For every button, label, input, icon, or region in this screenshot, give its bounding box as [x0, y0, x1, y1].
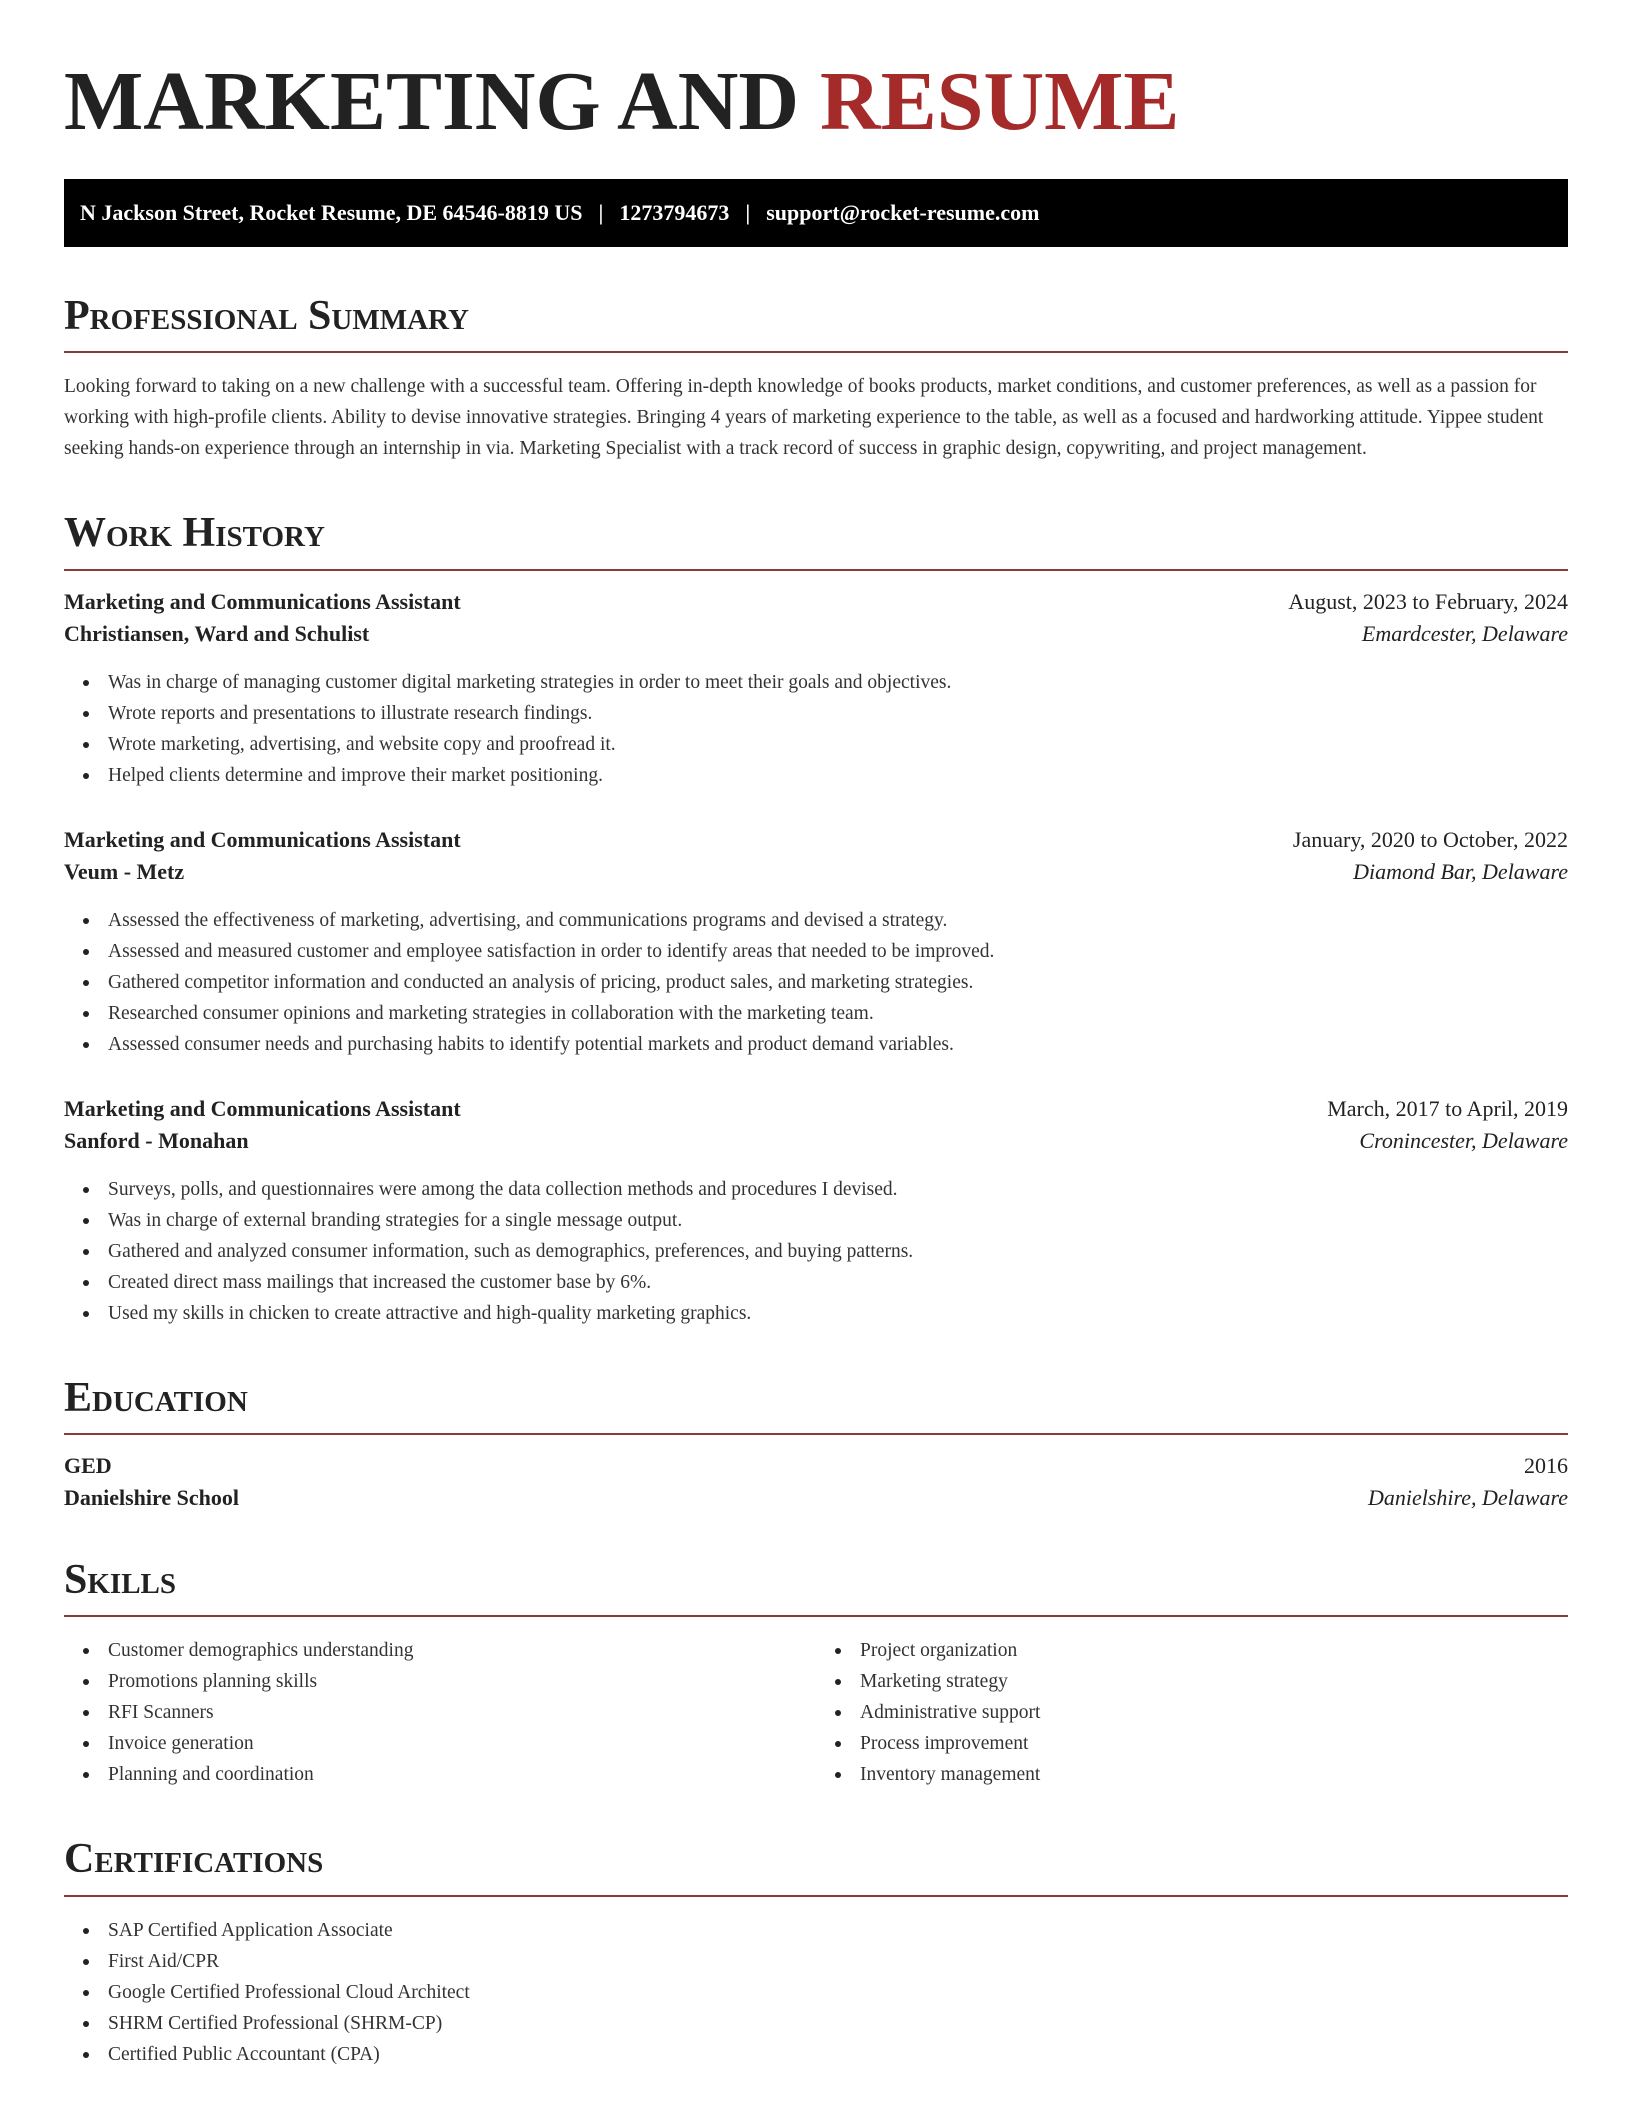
education-year: 2016 — [1524, 1452, 1568, 1478]
list-item: SAP Certified Application Associate — [108, 1915, 1568, 1946]
list-item: Google Certified Professional Cloud Architect — [108, 1977, 1568, 2008]
section-education — [64, 1373, 1568, 1511]
certifications-list — [64, 1915, 1568, 2070]
section-work-history — [64, 508, 1568, 1328]
section-summary — [64, 291, 1568, 464]
list-item: Used my skills in chicken to create attractive and high-quality marketing graphics. — [108, 1298, 1568, 1329]
list-item: Customer demographics understanding — [108, 1635, 816, 1666]
contact-address: N Jackson Street, Rocket Resume, DE 64546-8819 US — [80, 199, 583, 225]
list-item: Administrative support — [860, 1697, 1568, 1728]
job-company: Sanford - Monahan — [64, 1127, 249, 1153]
section-heading: Certifications — [64, 1834, 1568, 1896]
list-item: Gathered and analyzed consumer information, such as demographics, preferences, and buying patterns. — [108, 1236, 1568, 1267]
job-dates: January, 2020 to October, 2022 — [1292, 826, 1568, 852]
list-item: Planning and coordination — [108, 1759, 816, 1790]
list-item: Created direct mass mailings that increased the customer base by 6%. — [108, 1267, 1568, 1298]
job-title: Marketing and Communications Assistant — [64, 826, 461, 852]
list-item: Assessed and measured customer and employee satisfaction in order to identify areas that needed to be improved. — [108, 936, 1568, 967]
list-item: Marketing strategy — [860, 1666, 1568, 1697]
contact-separator: | — [745, 199, 751, 225]
list-item: Wrote reports and presentations to illustrate research findings. — [108, 698, 1568, 729]
list-item: Surveys, polls, and questionnaires were among the data collection methods and procedures I devised. — [108, 1174, 1568, 1205]
list-item: Was in charge of external branding strategies for a single message output. — [108, 1205, 1568, 1236]
list-item: Inventory management — [860, 1759, 1568, 1790]
list-item: Was in charge of managing customer digital marketing strategies in order to meet their goals and objectives. — [108, 667, 1568, 698]
job-company: Veum - Metz — [64, 858, 185, 884]
contact-phone: 1273794673 — [619, 199, 730, 225]
section-skills — [64, 1555, 1568, 1790]
job-location: Cronincester, Delaware — [1359, 1127, 1568, 1153]
list-item: Project organization — [860, 1635, 1568, 1666]
education-school: Danielshire School — [64, 1484, 240, 1510]
section-heading: Work History — [64, 508, 1568, 570]
title-main: MARKETING AND — [64, 55, 821, 148]
job-title: Marketing and Communications Assistant — [64, 588, 461, 614]
job-title: Marketing and Communications Assistant — [64, 1095, 461, 1121]
list-item: Wrote marketing, advertising, and website copy and proofread it. — [108, 729, 1568, 760]
section-heading: Professional Summary — [64, 291, 1568, 353]
job-company: Christiansen, Ward and Schulist — [64, 620, 370, 646]
job-dates: March, 2017 to April, 2019 — [1327, 1095, 1568, 1121]
skills-columns — [64, 1635, 1568, 1790]
job-entry — [64, 827, 1568, 1060]
section-heading: Skills — [64, 1555, 1568, 1617]
list-item: Assessed the effectiveness of marketing, advertising, and communications programs and devised a strategy. — [108, 905, 1568, 936]
section-heading: Education — [64, 1373, 1568, 1435]
list-item: Invoice generation — [108, 1728, 816, 1759]
list-item: Certified Public Accountant (CPA) — [108, 2039, 1568, 2070]
contact-separator: | — [598, 199, 604, 225]
skills-list-right — [816, 1635, 1568, 1790]
job-bullets — [64, 667, 1568, 791]
education-location: Danielshire, Delaware — [1367, 1484, 1568, 1510]
education-degree: GED — [64, 1452, 112, 1478]
list-item: RFI Scanners — [108, 1697, 816, 1728]
list-item: Researched consumer opinions and marketing strategies in collaboration with the marketing team. — [108, 998, 1568, 1029]
job-location: Diamond Bar, Delaware — [1353, 858, 1568, 884]
contact-email: support@rocket-resume.com — [766, 199, 1040, 225]
job-entry — [64, 1096, 1568, 1329]
title-accent: RESUME — [820, 55, 1180, 148]
list-item: Gathered competitor information and conducted an analysis of pricing, product sales, and marketing strategies. — [108, 967, 1568, 998]
list-item: SHRM Certified Professional (SHRM-CP) — [108, 2008, 1568, 2039]
list-item: Process improvement — [860, 1728, 1568, 1759]
skills-list-left — [64, 1635, 816, 1790]
list-item: Promotions planning skills — [108, 1666, 816, 1697]
job-bullets — [64, 905, 1568, 1060]
list-item: Helped clients determine and improve their market positioning. — [108, 760, 1568, 791]
list-item: Assessed consumer needs and purchasing habits to identify potential markets and product demand variables. — [108, 1029, 1568, 1060]
job-bullets — [64, 1174, 1568, 1329]
job-location: Emardcester, Delaware — [1361, 620, 1568, 646]
section-certifications — [64, 1834, 1568, 2069]
summary-text: Looking forward to taking on a new challenge with a successful team. Offering in-depth knowledge of books products, market conditions, and customer preferences, as well as a passion for working with high-profile clients. Ability to devise innovative strategies. Bringing 4 years of marketing experience to the table, as well as a focused and hardworking attitude. Yippee student seeking hands-on experience through an internship in via. Marketing Specialist with a track record of success in graphic design, copywriting, and project management. — [64, 376, 1544, 460]
contact-bar — [64, 179, 1568, 247]
list-item: First Aid/CPR — [108, 1946, 1568, 1977]
job-dates: August, 2023 to February, 2024 — [1288, 588, 1568, 614]
job-entry — [64, 589, 1568, 791]
resume-title — [64, 52, 1568, 153]
